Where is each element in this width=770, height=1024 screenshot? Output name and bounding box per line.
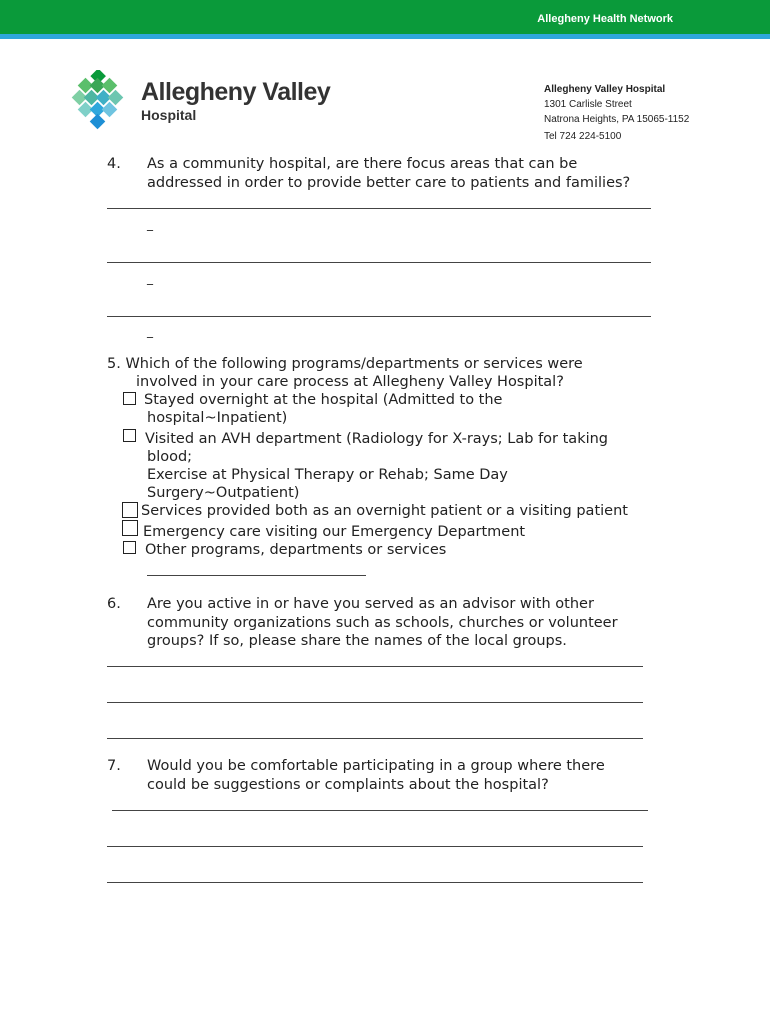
q6-answer-line-2[interactable] <box>107 702 643 703</box>
address-street: 1301 Carlisle Street <box>544 99 632 110</box>
q5-option-both: Services provided both as an overnight patient or a visiting patient <box>141 503 628 519</box>
q7-text-line1: Would you be comfortable participating in a group where there <box>147 758 605 774</box>
q7-number: 7. <box>107 758 121 774</box>
q5-option-outpatient-line4: Surgery~Outpatient) <box>147 485 300 501</box>
q4-text-line2: addressed in order to provide better care to patients and families? <box>147 175 631 191</box>
q5-option-inpatient-line1: Stayed overnight at the hospital (Admitted to the <box>144 392 503 408</box>
q6-number: 6. <box>107 596 121 612</box>
q4-answer-line-2[interactable] <box>107 262 651 263</box>
q5-option-inpatient-line2: hospital~Inpatient) <box>147 410 288 426</box>
q7-answer-line-2[interactable] <box>107 846 643 847</box>
q5-checkbox-emergency[interactable] <box>122 520 138 536</box>
brand-name: Allegheny Valley <box>141 78 331 106</box>
q4-dash-1: _ <box>147 217 153 231</box>
q6-text-line1: Are you active in or have you served as an advisor with other <box>147 596 594 612</box>
q5-checkbox-both[interactable] <box>122 502 138 518</box>
q4-answer-line-3[interactable] <box>107 316 651 317</box>
q5-option-emergency: Emergency care visiting our Emergency Department <box>143 524 526 540</box>
q7-answer-line-3[interactable] <box>107 882 643 883</box>
q4-dash-2: _ <box>147 271 153 285</box>
q6-answer-line-3[interactable] <box>107 738 643 739</box>
q5-option-outpatient-line1: Visited an AVH department (Radiology for X-rays; Lab for taking <box>145 431 609 447</box>
address-phone: Tel 724 224-5100 <box>544 131 622 142</box>
q5-checkbox-outpatient[interactable] <box>123 429 136 442</box>
address-name: Allegheny Valley Hospital <box>544 84 666 95</box>
q7-answer-line-1[interactable] <box>112 810 648 811</box>
q5-checkbox-inpatient[interactable] <box>123 392 136 405</box>
brand-subtitle: Hospital <box>141 107 197 123</box>
q5-other-answer-line[interactable] <box>147 575 366 576</box>
q4-text-line1: As a community hospital, are there focus areas that can be <box>147 156 578 172</box>
q5-option-outpatient-line3: Exercise at Physical Therapy or Rehab; Same Day <box>147 467 508 483</box>
network-name: Allegheny Health Network <box>537 13 673 25</box>
header-accent-line <box>0 34 770 39</box>
q6-answer-line-1[interactable] <box>107 666 643 667</box>
q5-text-line2: involved in your care process at Allegheny Valley Hospital? <box>136 374 564 390</box>
q4-dash-3: _ <box>147 324 153 338</box>
q4-number: 4. <box>107 156 121 172</box>
q5-text-line1: 5. Which of the following programs/departments or services were <box>107 356 583 372</box>
q5-option-other: Other programs, departments or services <box>145 542 447 558</box>
q6-text-line3: groups? If so, please share the names of the local groups. <box>147 633 567 649</box>
address-city: Natrona Heights, PA 15065-1152 <box>544 114 690 125</box>
q6-text-line2: community organizations such as schools, churches or volunteer <box>147 615 618 631</box>
hospital-logo-icon <box>70 70 132 132</box>
q7-text-line2: could be suggestions or complaints about the hospital? <box>147 777 549 793</box>
q4-answer-line-1[interactable] <box>107 208 651 209</box>
header-bar <box>0 0 770 34</box>
q5-option-outpatient-line2: blood; <box>147 449 193 465</box>
q5-checkbox-other[interactable] <box>123 541 136 554</box>
